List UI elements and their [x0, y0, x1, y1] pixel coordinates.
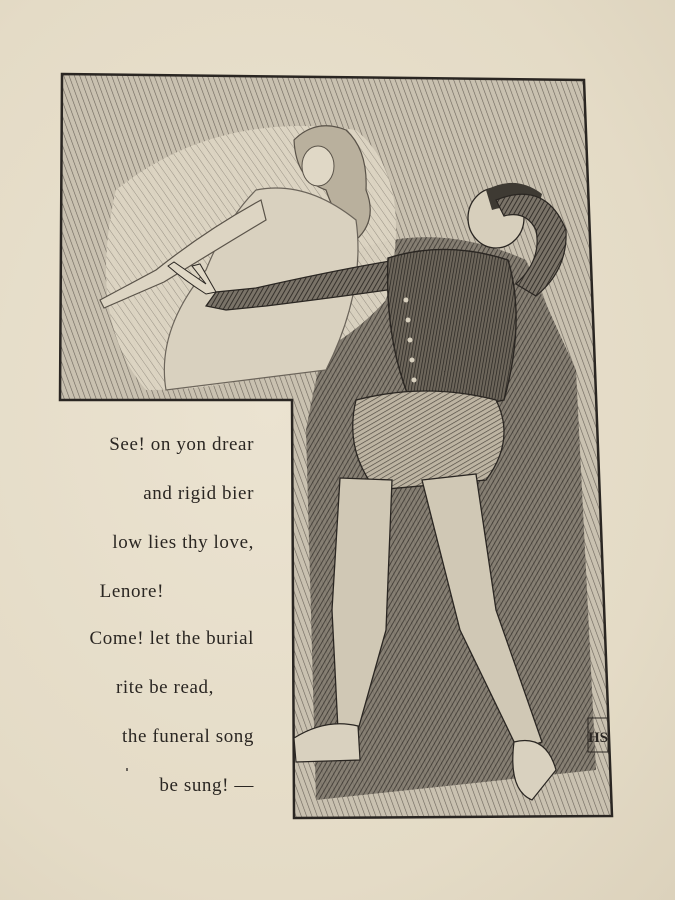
- poem-line-6: rite be read,: [116, 677, 214, 698]
- poem-line-8: be sung! —: [159, 775, 254, 796]
- ink-speck: [126, 768, 128, 771]
- monogram-text: HS: [587, 730, 609, 746]
- poem-line-7: the funeral song: [121, 726, 254, 747]
- poem-line-3: low lies thy love,: [112, 532, 254, 553]
- poem-stanza: [52, 400, 282, 820]
- poem-line-5: Come! let the burial: [89, 628, 254, 649]
- poem-line-4: Lenore!: [99, 581, 164, 602]
- poem-line-1: See! on yon drear: [109, 434, 254, 455]
- poem-line-2: and rigid bier: [143, 483, 254, 504]
